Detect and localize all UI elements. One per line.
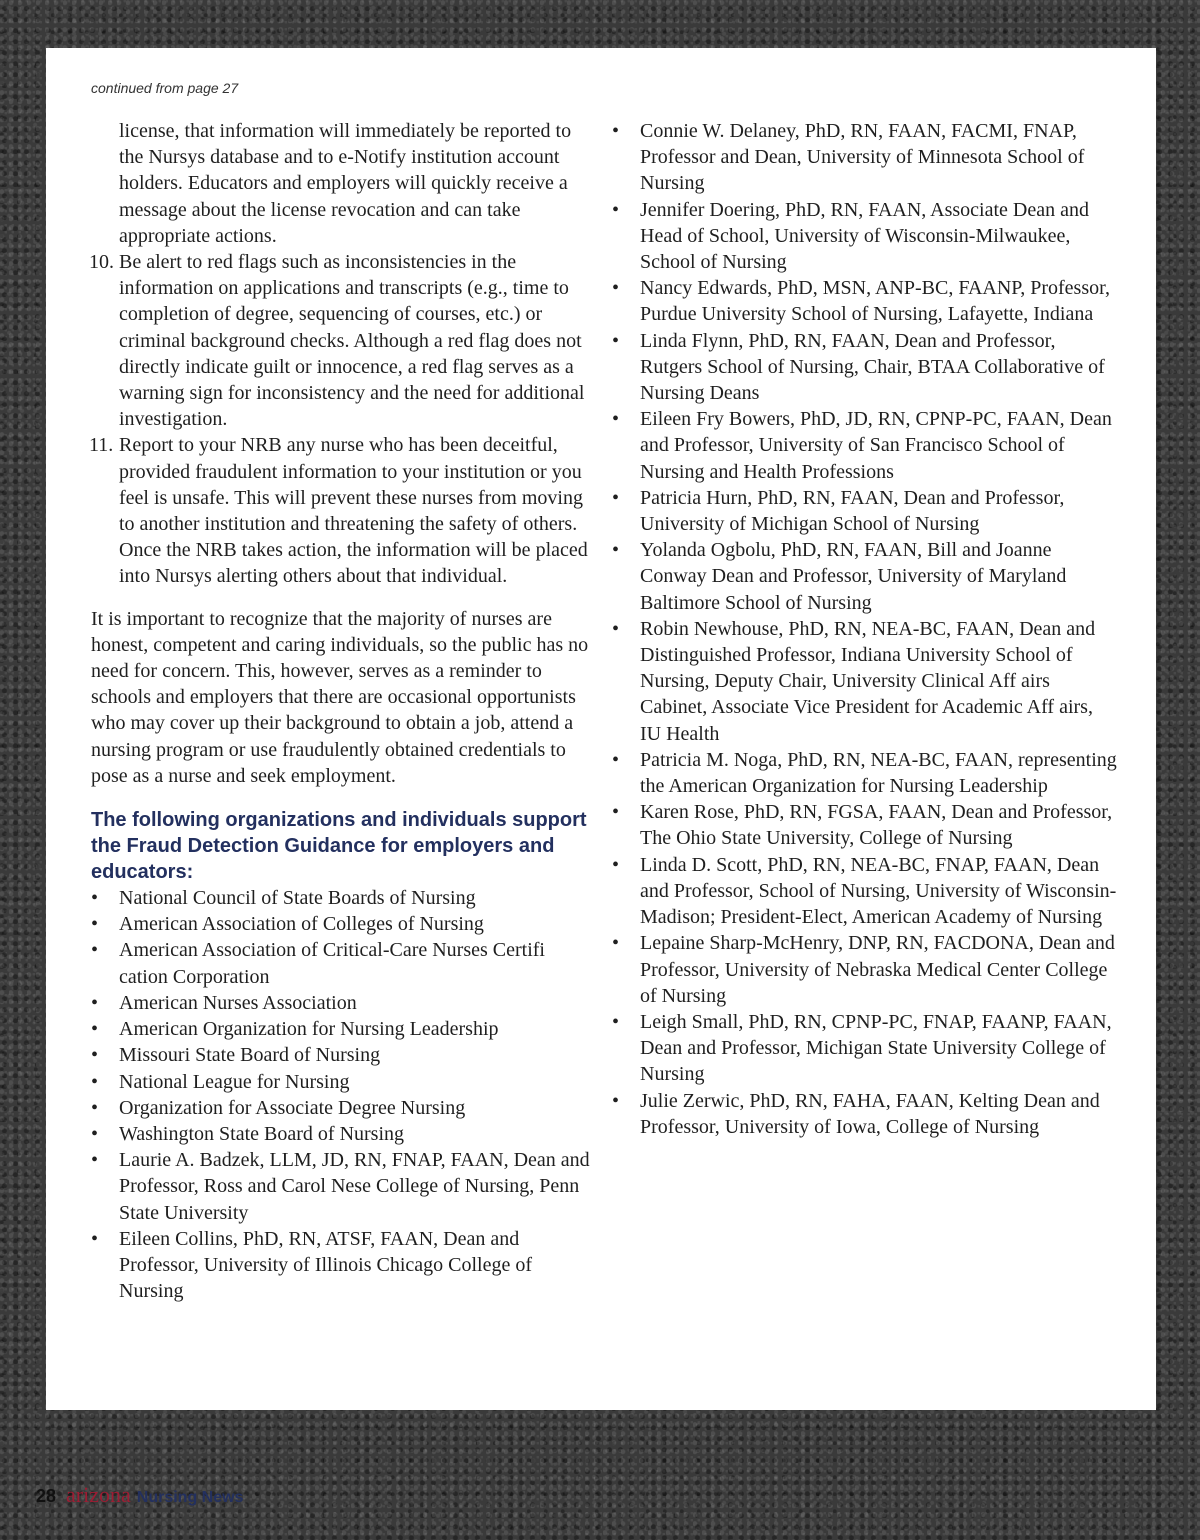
bullet-icon: • bbox=[612, 120, 620, 142]
list-item-text: Nancy Edwards, PhD, MSN, ANP-BC, FAANP, Professor, Purdue University School of Nursing, Lafayette, Indiana bbox=[640, 277, 1110, 326]
list-item-text: Robin Newhouse, PhD, RN, NEA-BC, FAAN, Dean and Distinguished Professor, Indiana University School of Nursing, Deputy Chair, University Clinical Aff airs Cabinet, Associate Vice President for Academic Aff airs, IU Health bbox=[640, 617, 1096, 745]
bullet-icon: • bbox=[612, 486, 620, 509]
item-number: 11. bbox=[89, 434, 114, 457]
list-item-text: Laurie A. Badzek, LLM, JD, RN, FNAP, FAAN, Dean and Professor, Ross and Carol Nese College of Nursing, Penn State University bbox=[119, 1149, 590, 1224]
publication-brand: arizona bbox=[66, 1482, 131, 1507]
bullet-icon: • bbox=[612, 277, 620, 300]
numbered-item bbox=[91, 432, 591, 589]
list-item-text: Jennifer Doering, PhD, RN, FAAN, Associate Dean and Head of School, University of Wisconsin-Milwaukee, School of Nursing bbox=[640, 198, 1089, 274]
list-item-text: American Association of Critical-Care Nurses Certifi cation Corporation bbox=[119, 939, 545, 988]
list-item-text: American Association of Colleges of Nursing bbox=[119, 913, 484, 936]
list-item bbox=[612, 275, 1117, 327]
bullet-icon: • bbox=[91, 991, 99, 1014]
publication-name: Nursing News bbox=[136, 1489, 244, 1506]
bullet-icon: • bbox=[91, 1149, 99, 1172]
bullet-icon: • bbox=[91, 1018, 99, 1041]
bullet-icon: • bbox=[91, 1070, 99, 1093]
list-item-text: Yolanda Ogbolu, PhD, RN, FAAN, Bill and Joanne Conway Dean and Professor, University of Maryland Baltimore School of Nursing bbox=[640, 539, 1067, 614]
bullet-icon: • bbox=[91, 1122, 99, 1145]
list-item bbox=[91, 1147, 591, 1226]
page-footer bbox=[36, 1482, 243, 1508]
list-item bbox=[612, 799, 1117, 851]
page bbox=[46, 48, 1156, 1410]
list-item bbox=[91, 1069, 591, 1095]
bullet-icon: • bbox=[612, 617, 620, 640]
list-item-text: Eileen Collins, PhD, RN, ATSF, FAAN, Dean and Professor, University of Illinois Chicago College of Nursing bbox=[119, 1227, 533, 1303]
list-item-text: Eileen Fry Bowers, PhD, JD, RN, CPNP-PC, FAAN, Dean and Professor, University of San Francisco School of Nursing and Health Professions bbox=[640, 408, 1112, 483]
list-item bbox=[91, 1226, 591, 1305]
list-item bbox=[91, 1042, 591, 1068]
list-item-text: Patricia Hurn, PhD, RN, FAAN, Dean and Professor, University of Michigan School of Nursing bbox=[640, 486, 1065, 536]
list-item bbox=[612, 197, 1117, 276]
list-item bbox=[91, 990, 591, 1016]
list-item-text: American Organization for Nursing Leadership bbox=[119, 1018, 499, 1041]
bullet-icon: • bbox=[91, 1096, 99, 1119]
bullet-icon: • bbox=[612, 539, 620, 562]
support-heading: The following organizations and individuals support the Fraud Detection Guidance for employers and educators: bbox=[91, 809, 587, 884]
list-item-text: Washington State Board of Nursing bbox=[119, 1122, 405, 1145]
bullet-icon: • bbox=[612, 1010, 620, 1033]
list-item-text: Patricia M. Noga, PhD, RN, NEA-BC, FAAN, representing the American Organization for Nursing Leadership bbox=[640, 748, 1117, 798]
list-item bbox=[612, 328, 1117, 407]
list-item-text: Organization for Associate Degree Nursing bbox=[119, 1096, 466, 1119]
list-item bbox=[612, 118, 1117, 197]
bullet-icon: • bbox=[612, 748, 620, 771]
list-item bbox=[612, 406, 1117, 485]
bullet-icon: • bbox=[612, 329, 620, 352]
body-paragraph: It is important to recognize that the majority of nurses are honest, competent and caring individuals, so the public has no need for concern. This, however, serves as a reminder to schools and employers that there are occasional opportunists who may cover up their background to obtain a job, attend a nursing program or use fraudulently obtained credentials to pose as a nurse and seek employment. bbox=[91, 607, 589, 787]
numbered-item bbox=[91, 249, 591, 432]
list-item-text: National League for Nursing bbox=[119, 1070, 350, 1093]
list-item-text: American Nurses Association bbox=[119, 991, 357, 1014]
list-item bbox=[91, 1121, 591, 1147]
bullet-icon: • bbox=[91, 887, 99, 910]
bullet-icon: • bbox=[612, 932, 620, 955]
list-item bbox=[91, 885, 591, 911]
item-text: Report to your NRB any nurse who has been deceitful, provided fraudulent information to your institution or you feel is unsafe. This will prevent these nurses from moving to another institution and threatening the safety of others. Once the NRB takes action, the information will be placed into Nursys alerting others about that individual. bbox=[119, 434, 588, 588]
bullet-icon: • bbox=[612, 408, 620, 431]
item-text: Be alert to red flags such as inconsistencies in the information on applications and transcripts (e.g., time to completion of degree, sequencing of courses, etc.) or criminal background checks. Although a red flag does not directly indicate guilt or innocence, a red flag serves as a warning sign for inconsistency and the need for additional investigation. bbox=[119, 251, 585, 431]
bullet-icon: • bbox=[612, 198, 620, 221]
list-item bbox=[612, 616, 1117, 747]
bullet-icon: • bbox=[91, 1044, 99, 1067]
list-item bbox=[91, 937, 591, 989]
item-number: 10. bbox=[89, 251, 114, 274]
bullet-icon: • bbox=[612, 853, 620, 876]
list-item bbox=[612, 852, 1117, 931]
right-column bbox=[612, 118, 1117, 1140]
list-item-text: Linda D. Scott, PhD, RN, NEA-BC, FNAP, FAAN, Dean and Professor, School of Nursing, University of Wisconsin-Madison; President-Elect, American Academy of Nursing bbox=[640, 853, 1117, 929]
list-item bbox=[612, 747, 1117, 799]
list-item-text: Julie Zerwic, PhD, RN, FAHA, FAAN, Kelting Dean and Professor, University of Iowa, College of Nursing bbox=[640, 1089, 1100, 1138]
list-item bbox=[91, 1016, 591, 1042]
list-item-text: Connie W. Delaney, PhD, RN, FAAN, FACMI, FNAP, Professor and Dean, University of Minnesota School of Nursing bbox=[640, 120, 1085, 195]
supporters-list-left bbox=[91, 885, 591, 1304]
list-item bbox=[612, 537, 1117, 616]
numbered-list bbox=[91, 118, 591, 590]
item-text: license, that information will immediately be reported to the Nursys database and to e-Notify institution account holders. Educators and employers will quickly receive a message about the license revocation and can take appropriate actions. bbox=[119, 120, 572, 247]
bullet-icon: • bbox=[91, 939, 99, 962]
list-item-text: Missouri State Board of Nursing bbox=[119, 1044, 381, 1067]
numbered-item bbox=[91, 118, 591, 249]
list-item-text: National Council of State Boards of Nursing bbox=[119, 887, 476, 910]
list-item bbox=[91, 911, 591, 937]
supporters-list-right bbox=[612, 118, 1117, 1140]
bullet-icon: • bbox=[612, 801, 620, 824]
bullet-icon: • bbox=[91, 913, 99, 936]
list-item bbox=[612, 930, 1117, 1009]
list-item bbox=[612, 485, 1117, 537]
page-number: 28 bbox=[36, 1486, 57, 1506]
list-item bbox=[612, 1088, 1117, 1140]
left-column bbox=[91, 118, 591, 1304]
list-item-text: Linda Flynn, PhD, RN, FAAN, Dean and Professor, Rutgers School of Nursing, Chair, BTAA Collaborative of Nursing Deans bbox=[640, 329, 1105, 405]
bullet-icon: • bbox=[91, 1227, 99, 1250]
continued-note: continued from page 27 bbox=[91, 80, 239, 96]
list-item bbox=[91, 1095, 591, 1121]
list-item-text: Karen Rose, PhD, RN, FGSA, FAAN, Dean and Professor, The Ohio State University, College of Nursing bbox=[640, 801, 1113, 850]
bullet-icon: • bbox=[612, 1089, 620, 1112]
list-item-text: Leigh Small, PhD, RN, CPNP-PC, FNAP, FAANP, FAAN, Dean and Professor, Michigan State University College of Nursing bbox=[640, 1010, 1112, 1086]
list-item bbox=[612, 1009, 1117, 1088]
list-item-text: Lepaine Sharp-McHenry, DNP, RN, FACDONA, Dean and Professor, University of Nebraska Medical Center College of Nursing bbox=[640, 932, 1115, 1007]
